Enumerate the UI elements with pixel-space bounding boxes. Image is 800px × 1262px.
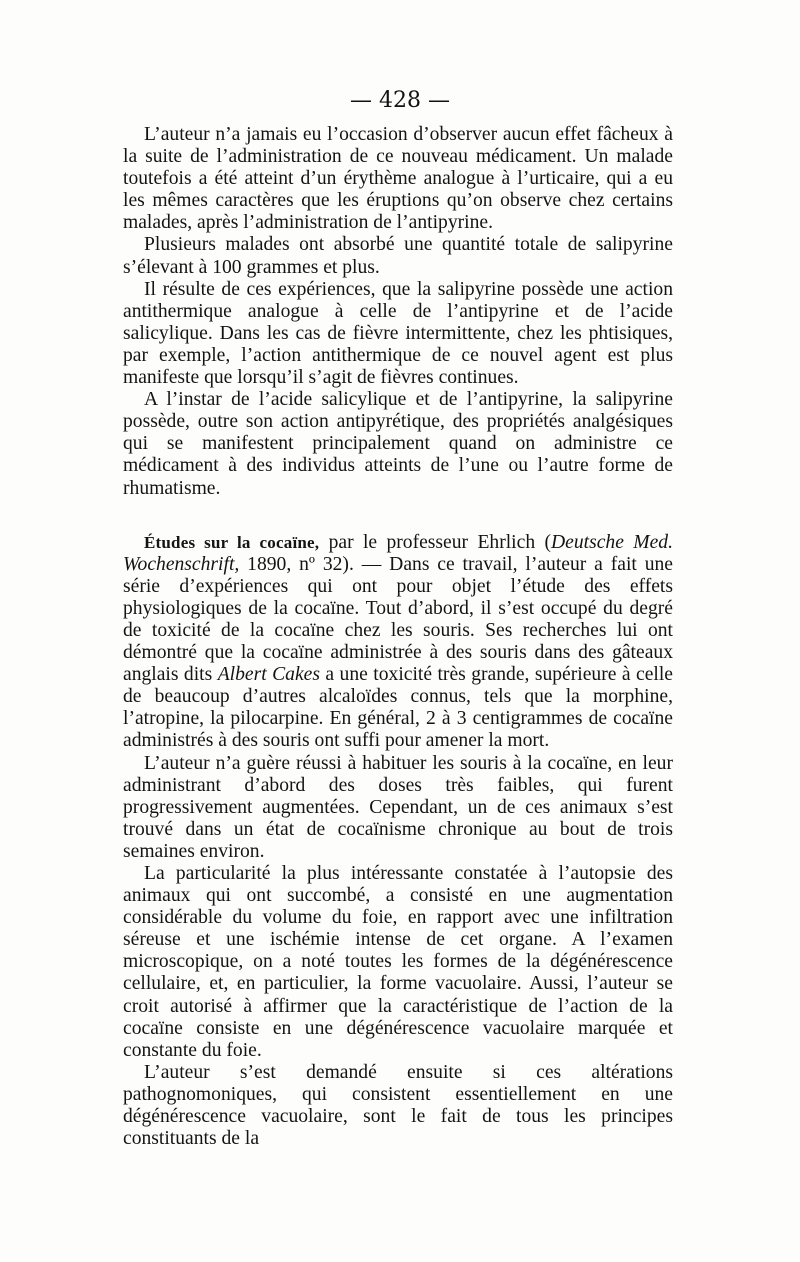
- section-paragraph: [123, 532, 673, 753]
- section-gap: [123, 500, 673, 532]
- cakes-name: Albert Cakes: [217, 664, 320, 686]
- section-intro-c: a une toxicité très grande, supérieure à celle de beaucoup d’autres alcaloïdes connus, tels que la morphine, l’atropine, la pilocarpine. En général, 2 à 3 centigrammes de cocaïne administrés à des souris ont suffi pour amener la mort.: [123, 664, 673, 752]
- paragraph: L’auteur s’est demandé ensuite si ces altérations pathognomoniques, qui consistent essentiellement en une dégénérescence vacuolaire, sont le fait de tous les principes constituants de la: [123, 1061, 673, 1150]
- paragraph: A l’instar de l’acide salicylique et de l’antipyrine, la salipyrine possède, outre son action antipyrétique, des propriétés analgésiques qui se manifestent principalement quand on administre ce médicament à des individus atteints de l’une ou l’autre forme de rhumatisme.: [123, 389, 673, 499]
- paragraph: Il résulte de ces expériences, que la salipyrine possède une action antithermique analogue à celle de l’antipyrine et de l’acide salicylique. Dans les cas de fièvre intermittente, chez les phtisiques, par exemple, l’action antithermique de ce nouvel agent est plus manifeste que lorsqu’il s’agit de fièvres continues.: [123, 278, 673, 389]
- paragraph: Plusieurs malades ont absorbé une quantité totale de salipyrine s’élevant à 100 grammes et plus.: [123, 234, 673, 278]
- paragraph: L’auteur n’a guère réussi à habituer les souris à la cocaïne, en leur administrant d’abord des doses très faibles, qui furent progressivement augmentées. Cependant, un de ces animaux s’est trouvé dans un état de cocaïnisme chronique au bout de trois semaines environ.: [123, 752, 673, 862]
- section-title: Études sur la cocaïne,: [144, 532, 320, 552]
- paragraph: La particularité la plus intéressante constatée à l’autopsie des animaux qui ont succombé, a consisté en une augmentation considérable du volume du foie, en rapport avec une infiltration séreuse et une ischémie intense de cet organe. A l’examen microscopique, on a noté toutes les formes de la dégénérescence cellulaire, et, en particulier, la forme vacuolaire. Aussi, l’auteur se croit autorisé à affirmer que la caractéristique de l’action de la cocaïne consiste en une dégénérescence vacuolaire marquée et constante du foie.: [123, 863, 673, 1061]
- section-intro-b: 1890, nº 32). — Dans ce travail, l’auteur a fait une série d’expériences qui ont pour objet l’étude des effets physiologiques de la cocaïne. Tout d’abord, il s’est occupé du degré de toxicité de la cocaïne chez les souris. Ses recherches lui ont démontré que la cocaïne administrée à des souris dans des gâteaux anglais dits: [123, 553, 673, 686]
- body-text: [123, 124, 673, 1150]
- paragraph: L’auteur n’a jamais eu l’occasion d’observer aucun effet fâcheux à la suite de l’administration de ce nouveau médicament. Un malade toutefois a été atteint d’un érythème analogue à l’urticaire, qui a eu les mêmes caractères que les éruptions qu’on observe chez certains malades, après l’administration de l’antipyrine.: [123, 124, 673, 234]
- section-intro-a: par le professeur Ehrlich (: [319, 531, 552, 553]
- journal-title: Deutsche Med. Wochenschrift,: [123, 531, 673, 575]
- page-number: — 428 —: [350, 88, 450, 113]
